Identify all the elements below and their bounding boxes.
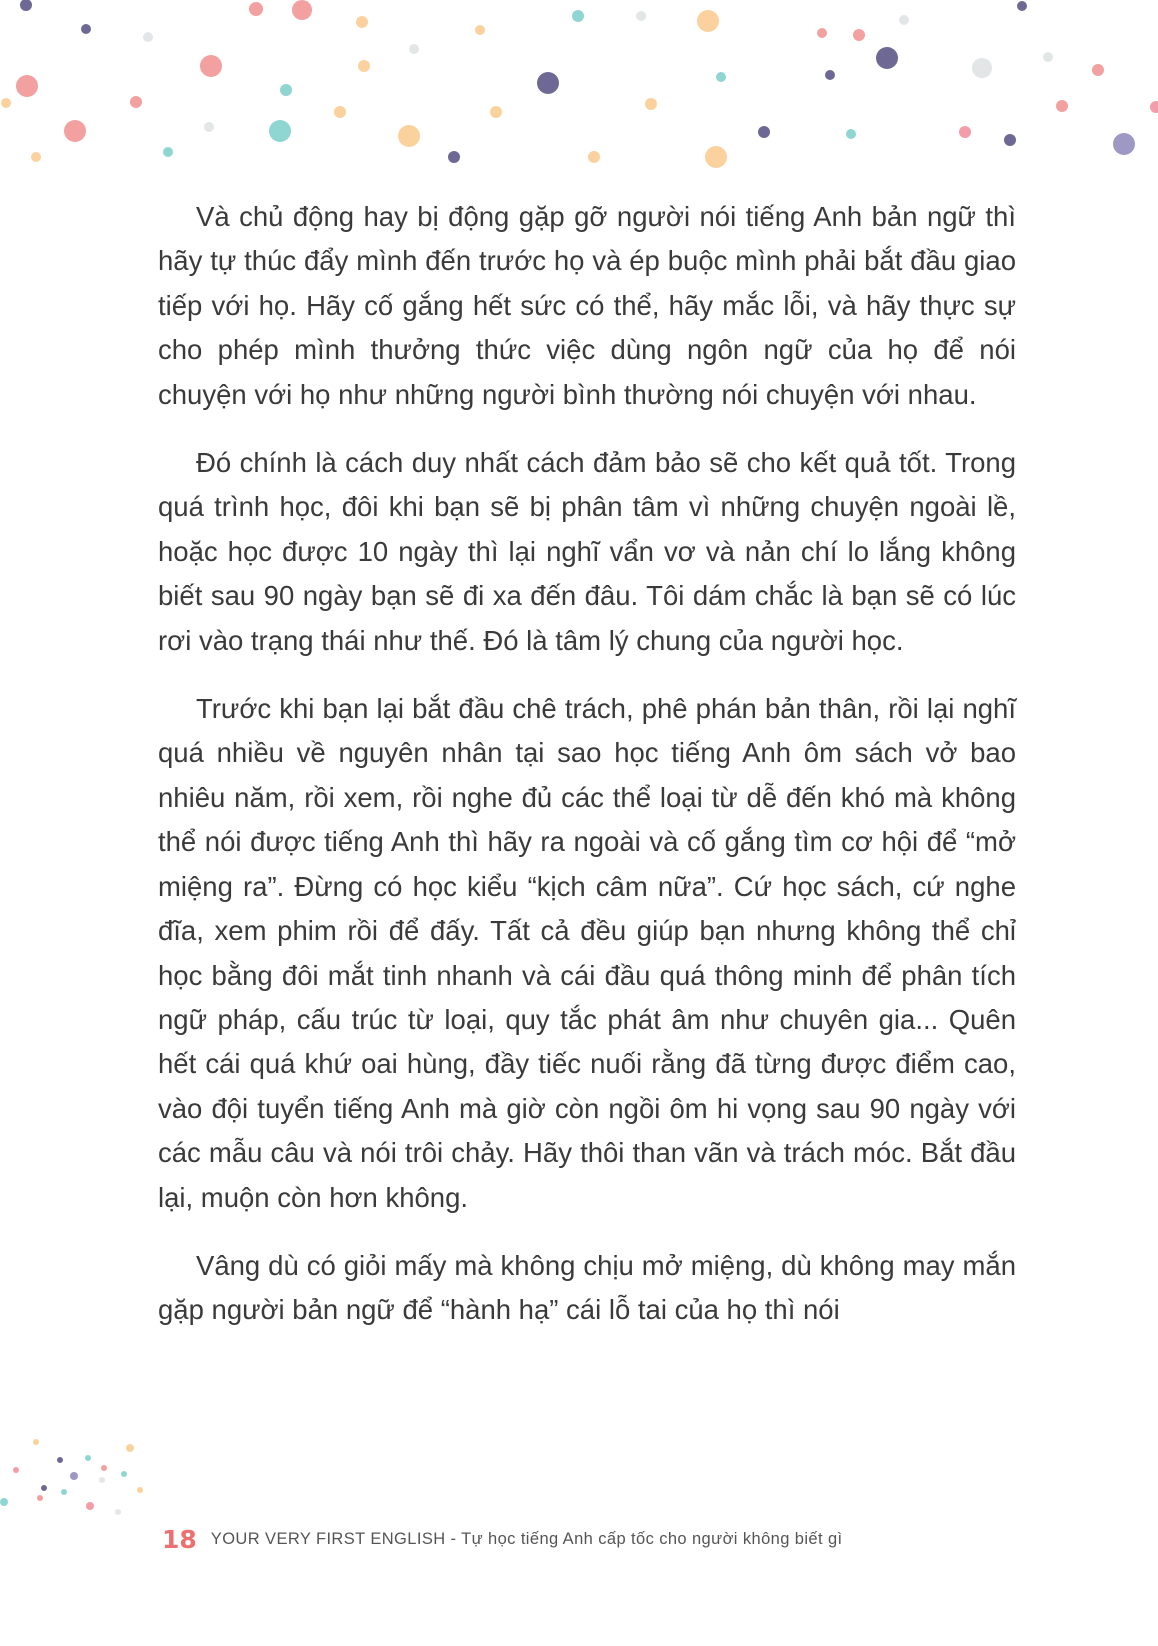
decorative-dot [115,1509,121,1515]
page-footer [162,1521,843,1557]
decorative-dot [409,44,419,54]
decorative-dot [475,25,485,35]
decorative-dot [1113,133,1135,155]
decorative-dot [537,72,559,94]
decorative-dot [636,11,646,21]
page-number: 18 [162,1524,197,1554]
book-title: YOUR VERY FIRST ENGLISH - Tự học tiếng Anh cấp tốc cho người không biết gì [210,1529,843,1548]
decorative-dot [899,15,909,25]
decorative-dot [33,1439,39,1445]
decorative-dot [645,98,657,110]
decorative-dot [280,84,292,96]
decorative-dot [292,0,312,20]
body-text [158,195,1016,1357]
decorative-dot [86,1502,94,1510]
decorative-dot [70,1472,78,1480]
decorative-dot [64,120,86,142]
decorative-dot [61,1489,67,1495]
paragraph-1: Và chủ động hay bị động gặp gỡ người nói tiếng Anh bản ngữ thì hãy tự thúc đẩy mình đến trước họ và ép buộc mình phải bắt đầu giao tiếp với họ. Hãy cố gắng hết sức có thể, hãy mắc lỗi, và hãy thực sự cho phép mình thưởng thức việc dùng ngôn ngữ của họ để nói chuyện với họ như những người bình thường nói chuyện với nhau. [158,201,1016,410]
paragraph-3: Trước khi bạn lại bắt đầu chê trách, phê phán bản thân, rồi lại nghĩ quá nhiều về nguyên nhân tại sao học tiếng Anh ôm sách vở bao nhiêu năm, rồi xem, rồi nghe đủ các thể loại từ dễ đến khó mà không thể nói được tiếng Anh thì hãy ra ngoài và cố gắng tìm cơ hội để “mở miệng ra”. Đừng có học kiểu “kịch câm nữa”. Cứ học sách, cứ nghe đĩa, xem phim rồi để đấy. Tất cả đều giúp bạn nhưng không thể chỉ học bằng đôi mắt tinh nhanh và cái đầu quá thông minh để phân tích ngữ pháp, cấu trúc từ loại, quy tắc phát âm như chuyên gia... Quên hết cái quá khứ oai hùng, đầy tiếc nuối rằng đã từng được điểm cao, vào đội tuyển tiếng Anh mà giờ còn ngồi ôm hi vọng sau 90 ngày với các mẫu câu và nói trôi chảy. Hãy thôi than vãn và trách móc. Bắt đầu lại, muộn còn hơn không. [158,693,1016,1213]
decorative-dot [1150,101,1158,113]
decorative-dot [57,1457,63,1463]
decorative-dot [490,106,502,118]
decorative-dot [81,24,91,34]
decorative-dot [1043,52,1053,62]
decorative-dot [398,125,420,147]
decorative-dot [99,1477,105,1483]
decorative-dot [121,1471,127,1477]
decorative-dot [1017,1,1027,11]
decorative-dot [716,72,726,82]
decorative-dot [358,60,370,72]
decorative-dot [85,1455,91,1461]
decorative-dot [163,147,173,157]
paragraph-2: Đó chính là cách duy nhất cách đảm bảo sẽ cho kết quả tốt. Trong quá trình học, đôi khi bạn sẽ bị phân tâm vì những chuyện ngoài lề, hoặc học được 10 ngày thì lại nghĩ vẩn vơ và nản chí lo lắng không biết sau 90 ngày bạn sẽ đi xa đến đâu. Tôi dám chắc là bạn sẽ có lúc rơi vào trạng thái như thế. Đó là tâm lý chung của người học. [158,447,1016,656]
decorative-dot [588,151,600,163]
decorative-dot [846,129,856,139]
decorative-dot [1056,100,1068,112]
decorative-dot [972,58,992,78]
decorative-dots-footer [0,1430,160,1600]
decorative-dot [41,1485,47,1491]
decorative-dot [853,29,865,41]
decorative-dot [143,32,153,42]
decorative-dot [31,152,41,162]
decorative-dot [101,1465,107,1471]
decorative-dot [334,106,346,118]
decorative-dot [130,96,142,108]
decorative-dot [1092,64,1104,76]
decorative-dot [356,16,368,28]
decorative-dot [249,2,263,16]
decorative-dot [572,10,584,22]
decorative-dot [1004,134,1016,146]
decorative-dot [448,151,460,163]
decorative-dot [37,1495,43,1501]
decorative-dot [1,98,11,108]
decorative-dot [0,1498,8,1506]
decorative-dot [959,126,971,138]
decorative-dot [126,1444,134,1452]
decorative-dots-header [0,0,1158,180]
decorative-dot [204,122,214,132]
decorative-dot [137,1487,143,1493]
decorative-dot [200,55,222,77]
paragraph-4: Vâng dù có giỏi mấy mà không chịu mở miệng, dù không may mắn gặp người bản ngữ để “hành hạ” cái lỗ tai của họ thì nói [158,1249,1016,1326]
decorative-dot [876,47,898,69]
decorative-dot [13,1467,19,1473]
decorative-dot [16,75,38,97]
decorative-dot [825,70,835,80]
decorative-dot [705,146,727,168]
decorative-dot [817,28,827,38]
decorative-dot [758,126,770,138]
decorative-dot [697,10,719,32]
decorative-dot [20,0,32,11]
decorative-dot [269,120,291,142]
